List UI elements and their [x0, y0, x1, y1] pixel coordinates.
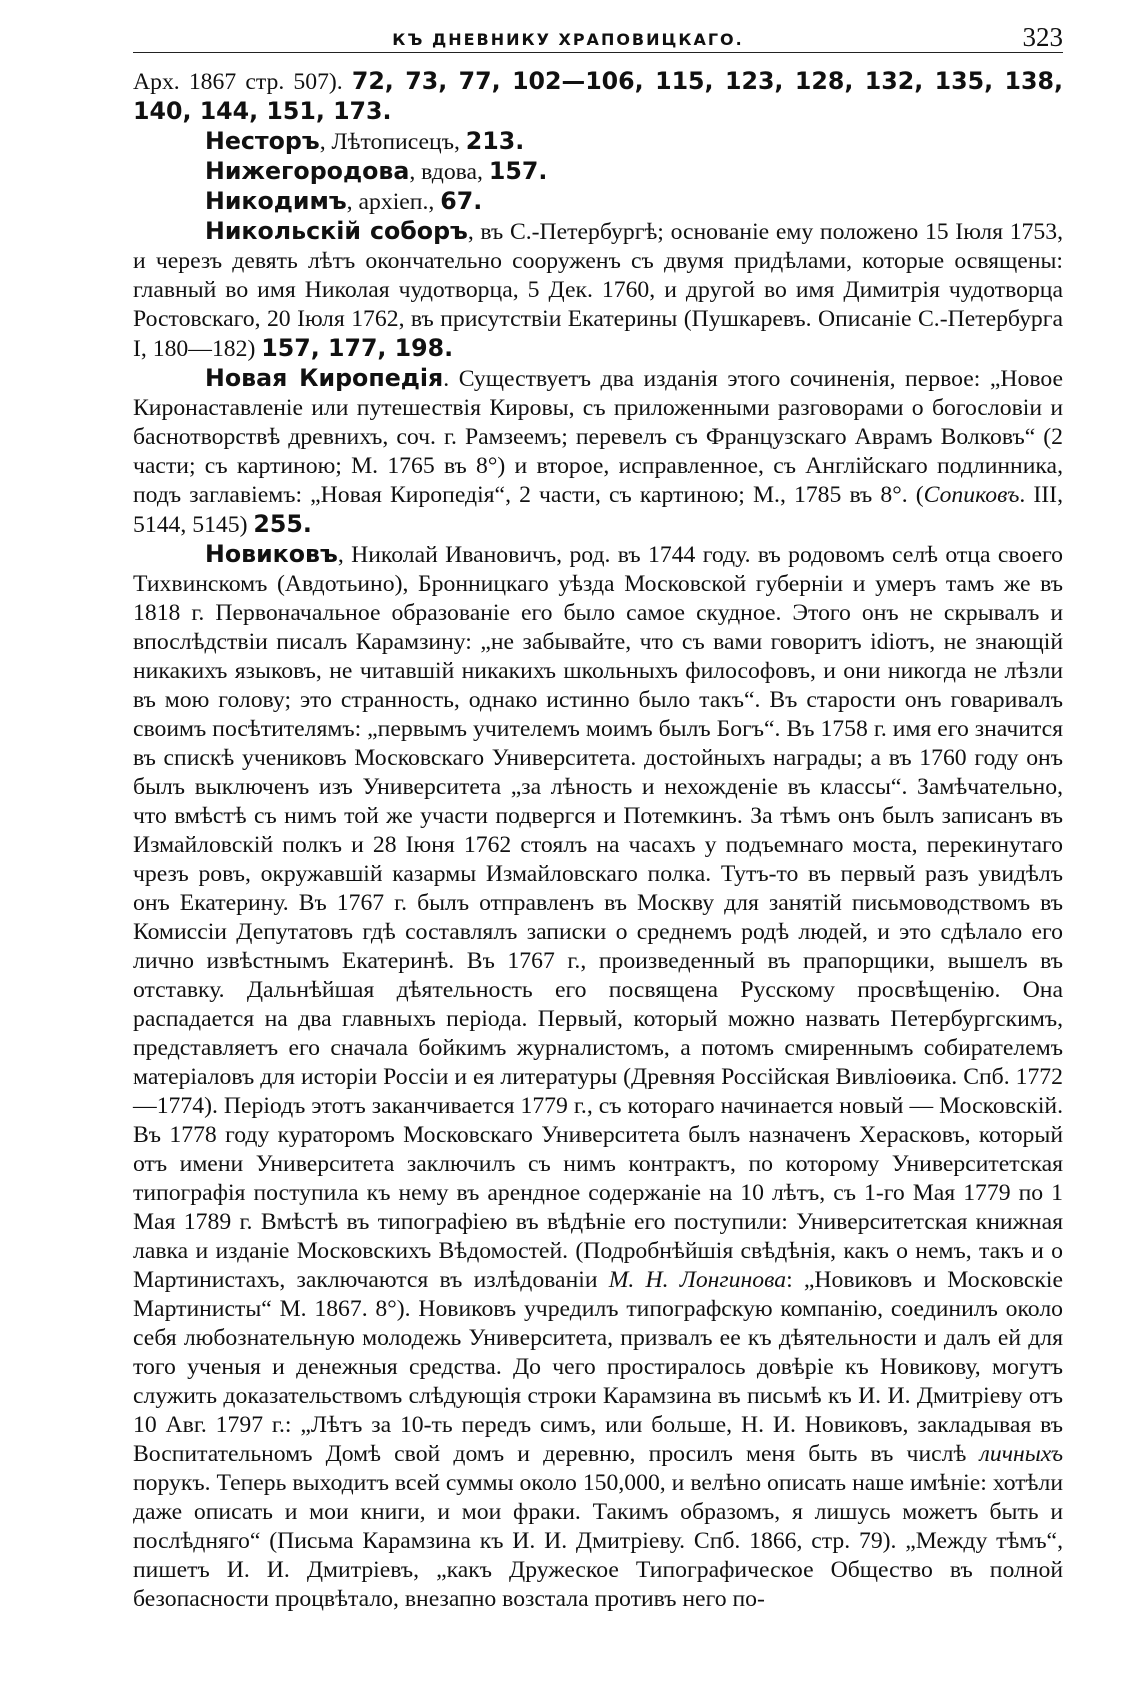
- index-entry: Нижегородова, вдова, 157.: [205, 157, 548, 185]
- page-number: 323: [1022, 22, 1063, 52]
- page-references: 255.: [253, 510, 312, 538]
- index-entry: Никодимъ, архіеп., 67.: [205, 187, 483, 215]
- entry-headword: Никодимъ: [205, 187, 347, 215]
- page-references: 157, 177, 198.: [261, 334, 454, 362]
- entry-headword: Никольскій соборъ: [205, 217, 468, 245]
- entry-headword: Нижегородова: [205, 157, 410, 185]
- index-entry: Новая Киропедія. Существуетъ два изданія этого сочиненія, первое: „Новое Киронаставленіе или путешествія Кировы, съ приложенными разговорами о богословіи и баснотворствѣ древнихъ, соч. г. Рамзеемъ; перевелъ съ Французскаго Аврамъ Волковъ“ (2 части; съ картиною; М. 1765 въ 8°) и второе, исправленное, съ Англійскаго подлинника, подъ заглавіемъ: „Новая Киропедія“, 2 части, съ картиною; М., 1785 въ 8°. (Сопиковъ. III, 5144, 5145) 255.: [133, 364, 1064, 538]
- entry-headword: Новиковъ: [205, 540, 338, 568]
- citation-author: М. Н. Лонгинова: [608, 1267, 787, 1293]
- index-entry: Несторъ, Лѣтописецъ, 213.: [205, 127, 525, 155]
- page-references: 213.: [465, 127, 525, 155]
- entry-continuation: Арх. 1867 стр. 507). 72, 73, 77, 102—106, 115, 123, 128, 132, 135, 138, 140, 144, 151, 173.: [133, 67, 1063, 125]
- index-entry: Новиковъ, Николай Ивановичъ, род. въ 1744 году. въ родовомъ селѣ отца своего Тихвинскомъ (Авдотьино), Бронницкаго уѣзда Московской губерніи и умеръ тамъ же въ 1818 г. Первоначальное образованіе его было самое скудное. Этого онъ не скрывалъ и впослѣдствіи писалъ Карамзину: „не забывайте, что съ вами говоритъ idіотъ, не знающій никакихъ языковъ, не читавшій никакихъ школьныхъ философовъ, и они никогда не лѣзли въ мою голову; это странность, однако истинно было такъ“. Въ старости онъ говаривалъ своимъ посѣтителямъ: „первымъ учителемъ моимъ былъ Богъ“. Въ 1758 г. имя его значится въ спискѣ учениковъ Московскаго Университета. достойныхъ награды; а въ 1760 году онъ былъ выключенъ изъ Университета „за лѣность и нехожденіе въ классы“. Замѣчательно, что вмѣстѣ съ нимъ той же участи подвергся и Потемкинъ. За тѣмъ онъ былъ записанъ въ Измайловскій полкъ и 28 Іюня 1762 стоялъ на часахъ у подъемнаго моста, перекинутаго чрезъ ровъ, окружавшій казармы Измайловскаго полка. Тутъ-то въ первый разъ увидѣлъ онъ Екатерину. Въ 1767 г. былъ отправленъ въ Москву для занятій письмоводствомъ въ Комиссіи Депутатовъ гдѣ составлялъ записки о среднемъ родѣ людей, и это сдѣлало его лично извѣстнымъ Екатеринѣ. Въ 1767 г., произведенный въ прапорщики, вышелъ въ отставку. Дальнѣйшая дѣятельность его посвящена Русскому просвѣщенію. Она распадается на два главныхъ періода. Первый, который можно назвать Петербургскимъ, представляетъ его сначала бойкимъ журналистомъ, а потомъ смиреннымъ собирателемъ матеріаловъ для исторіи Россіи и ея литературы (Древняя Россійская Вивліоѳика. Спб. 1772—1774). Періодъ этотъ заканчивается 1779 г., съ котораго начинается новый — Московскій. Въ 1778 году кураторомъ Московскаго Университета былъ назначенъ Херасковъ, который отъ имени Университета заключилъ съ нимъ контрактъ, по которому Университетская типографія поступила къ нему въ арендное содержаніе на 10 лѣтъ, съ 1-го Мая 1779 по 1 Мая 1789 г. Вмѣстѣ въ типографіею въ вѣдѣніе его поступили: Университетская книжная лавка и изданіе Московскихъ Вѣдомостей. (Подробнѣйшія свѣдѣнія, какъ о немъ, такъ и о Мартинистахъ, заключаются въ излѣдованіи М. Н. Лонгинова: „Новиковъ и Московскіе Мартинисты“ М. 1867. 8°). Новиковъ учредилъ типографскую компанію, соединилъ около себя любознательную молодежь Университета, призвалъ ее къ дѣятельности и далъ ей для того ученыя и денежныя средства. До чего простиралось довѣріе къ Новикову, могутъ служить доказательствомъ слѣдующія строки Карамзина въ письмѣ къ И. И. Дмитріеву отъ 10 Авг. 1797 г.: „Лѣтъ за 10-ть передъ симъ, или больше, Н. И. Новиковъ, закладывая въ Воспитательномъ Домѣ свой домъ и деревню, просилъ меня быть въ числѣ личныхъ порукъ. Теперь выходитъ всей суммы около 150,000, и велѣно описать наше имѣніе: хотѣли даже описать и мои книги, и мои фраки. Такимъ образомъ, я лишусь можетъ быть и послѣдняго“ (Письма Карамзина къ И. И. Дмитріеву. Спб. 1866, стр. 79). „Между тѣмъ“, пишетъ И. И. Дмитріевъ, „какъ Дружеское Типографическое Общество въ полной безопасности процвѣтало, внезапно возстала противъ него по-: [133, 540, 1063, 1612]
- page-references: 67.: [440, 187, 483, 215]
- entry-headword: Несторъ: [205, 127, 320, 155]
- running-title: КЪ ДНЕВНИКУ ХРАПОВИЦКАГО.: [392, 30, 744, 49]
- index-body: [133, 67, 1063, 1614]
- document-page: [133, 18, 1063, 1614]
- italic-word: личныхъ: [979, 1441, 1063, 1467]
- citation-author: Сопиковъ: [923, 482, 1020, 508]
- page-references: 157.: [488, 157, 548, 185]
- page-header: [133, 18, 1063, 53]
- entry-headword: Новая Киропедія: [205, 364, 444, 392]
- index-entry: Никольскій соборъ, въ С.-Петербургѣ; основаніе ему положено 15 Іюля 1753, и черезъ девять лѣтъ окончательно сооруженъ съ двумя придѣлами, которые освящены: главный во имя Николая чудотворца, 5 Дек. 1760, и другой во имя Димитрія чудотворца Ростовскаго, 20 Іюля 1762, въ присутствіи Екатерины (Пушкаревъ. Описаніе С.-Петербурга I, 180—182) 157, 177, 198.: [133, 217, 1063, 362]
- page-references: 72, 73, 77, 102—106, 115, 123, 128, 132, 135, 138, 140, 144, 151, 173.: [133, 67, 1063, 125]
